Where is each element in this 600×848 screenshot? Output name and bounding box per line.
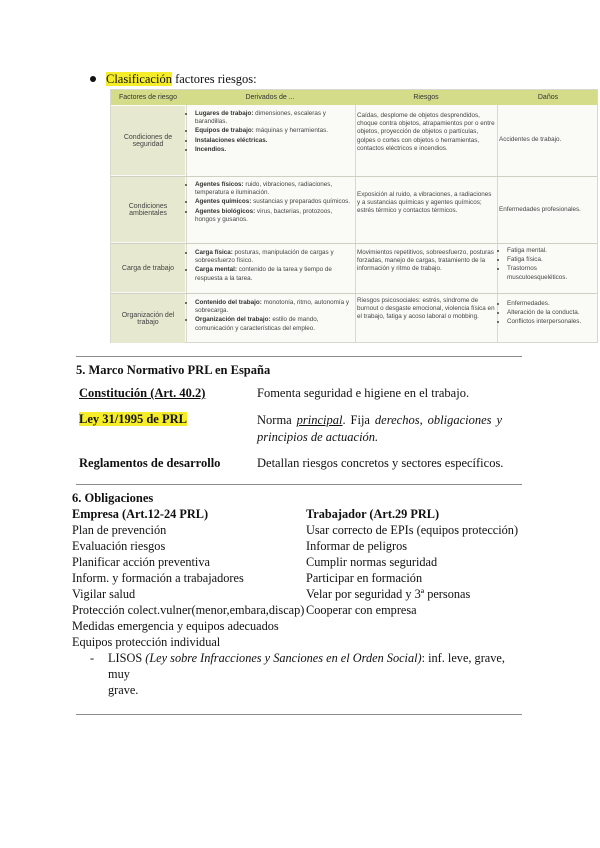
divider bbox=[76, 484, 522, 485]
list-item: Cooperar con empresa bbox=[306, 603, 417, 617]
bullet-icon bbox=[90, 76, 96, 82]
table-row-danos: • Fatiga mental. • Fatiga física. • Trastornos musculoesqueléticos. bbox=[499, 247, 597, 283]
reglamentos-desc: Detallan riesgos concretos y sectores específicos. bbox=[257, 456, 504, 470]
list-item: Equipos protección individual bbox=[72, 635, 221, 649]
lisos-dash: - bbox=[90, 651, 95, 665]
list-item: Inform. y formación a trabajadores bbox=[72, 571, 244, 585]
list-item: Informar de peligros bbox=[306, 539, 408, 553]
table-row-derivados: • Agentes físicos: ruido, vibraciones, radiaciones, temperatura e iluminación. • Agentes químicos: sustancias y preparados químicos. • Agentes biológicos: virus, bacterias, protozoos, hongos y gusanos. bbox=[187, 177, 353, 225]
list-item: Usar correcto de EPIs (equipos protección) bbox=[306, 523, 519, 537]
table-row-factor: Organización del trabajo bbox=[111, 294, 185, 343]
table-row-danos: Enfermedades profesionales. bbox=[499, 206, 581, 213]
section-title-marco: 5. Marco Normativo PRL en España bbox=[76, 363, 271, 377]
trabajador-column bbox=[306, 506, 518, 618]
constitucion-label: Constitución (Art. 40.2) bbox=[79, 386, 206, 400]
table-header-cell: Factores de riesgo bbox=[119, 94, 177, 101]
table-row-factor: Condiciones ambientales bbox=[111, 177, 185, 242]
classification-label-rest: factores riesgos: bbox=[171, 72, 257, 86]
divider bbox=[76, 714, 522, 715]
ley-desc: Norma principal. Fija derechos, obligaciones y principios de actuación. bbox=[257, 413, 502, 444]
list-item: Vigilar salud bbox=[72, 587, 136, 601]
constitucion-desc: Fomenta seguridad e higiene en el trabajo. bbox=[257, 386, 470, 400]
list-item: Planificar acción preventiva bbox=[72, 555, 210, 569]
table-row-riesgos: Movimientos repetitivos, sobreesfuerzo, posturas forzadas, manejo de cargas, tratamiento de la información y ritmo de trabajo. bbox=[357, 249, 494, 273]
table-row-danos: Accidentes de trabajo. bbox=[499, 136, 562, 143]
table-header-cell: Riesgos bbox=[413, 94, 439, 101]
table-row-riesgos: Riesgos psicosociales: estrés, síndrome de burnout o desgaste emocional, violencia física en el trabajo, fatiga y acoso laboral o mobbing. bbox=[357, 297, 495, 321]
classification-label-highlight: Clasificación bbox=[106, 72, 172, 86]
table-row-derivados: • Carga física: posturas, manipulación de cargas y sobreesfuerzo físico. • Carga mental: contenido de la tarea y tiempo de respuesta a la tarea. bbox=[187, 245, 353, 284]
reglamentos-label: Reglamentos de desarrollo bbox=[79, 456, 221, 470]
list-item: Velar por seguridad y 3ª personas bbox=[306, 587, 471, 601]
divider bbox=[76, 356, 522, 357]
section-title-obligaciones: 6. Obligaciones bbox=[72, 491, 154, 505]
table-row-riesgos: Caídas, desplome de objetos desprendidos, choque contra objetos, atrapamientos por o entre objetos, proyección de objetos o partículas, golpes o cortes con objetos o herramientas, contactos eléctricos e incendios. bbox=[357, 112, 495, 152]
table-header-cell: Derivados de ... bbox=[245, 94, 295, 101]
table-header bbox=[111, 90, 597, 105]
list-item: Protección colect.vulner(menor,embara,discap) bbox=[72, 603, 305, 617]
table-row-factor: Carga de trabajo bbox=[111, 244, 185, 292]
table-row-danos: • Enfermedades. • Alteración de la conducta. • Conflictos interpersonales. bbox=[499, 300, 597, 328]
risk-factors-table bbox=[110, 89, 598, 343]
list-item: Plan de prevención bbox=[72, 523, 167, 537]
table-row-derivados: • Contenido del trabajo: monotonía, ritmo, autonomía y sobrecarga. • Organización del trabajo: estilo de mando, comunicación y características del empleo. bbox=[187, 295, 353, 334]
empresa-column bbox=[72, 506, 304, 650]
list-item: Cumplir normas seguridad bbox=[306, 555, 438, 569]
table-header-cell: Daños bbox=[537, 94, 559, 101]
classification-bullet bbox=[90, 72, 257, 87]
list-item: Evaluación riesgos bbox=[72, 539, 166, 553]
trabajador-title: Trabajador (Art.29 PRL) bbox=[306, 507, 440, 521]
table-row-factor: Condiciones de seguridad bbox=[111, 106, 185, 175]
lisos-line: LISOS (Ley sobre Infracciones y Sanciones en el Orden Social): inf. leve, grave, muy grave. bbox=[108, 651, 505, 697]
list-item: Medidas emergencia y equipos adecuados bbox=[72, 619, 279, 633]
empresa-title: Empresa (Art.12-24 PRL) bbox=[72, 507, 209, 521]
list-item: Participar en formación bbox=[306, 571, 423, 585]
table-row-derivados: • Lugares de trabajo: dimensiones, escaleras y barandillas. • Equipos de trabajo: máquinas y herramientas. • Instalaciones eléctricas. • Incendios. bbox=[187, 106, 353, 155]
ley-label: Ley 31/1995 de PRL bbox=[79, 412, 187, 426]
table-row-riesgos: Exposición al ruido, a vibraciones, a radiaciones y a sustancias químicas y agentes químicos; estrés térmico y contactos térmicos. bbox=[357, 191, 492, 215]
